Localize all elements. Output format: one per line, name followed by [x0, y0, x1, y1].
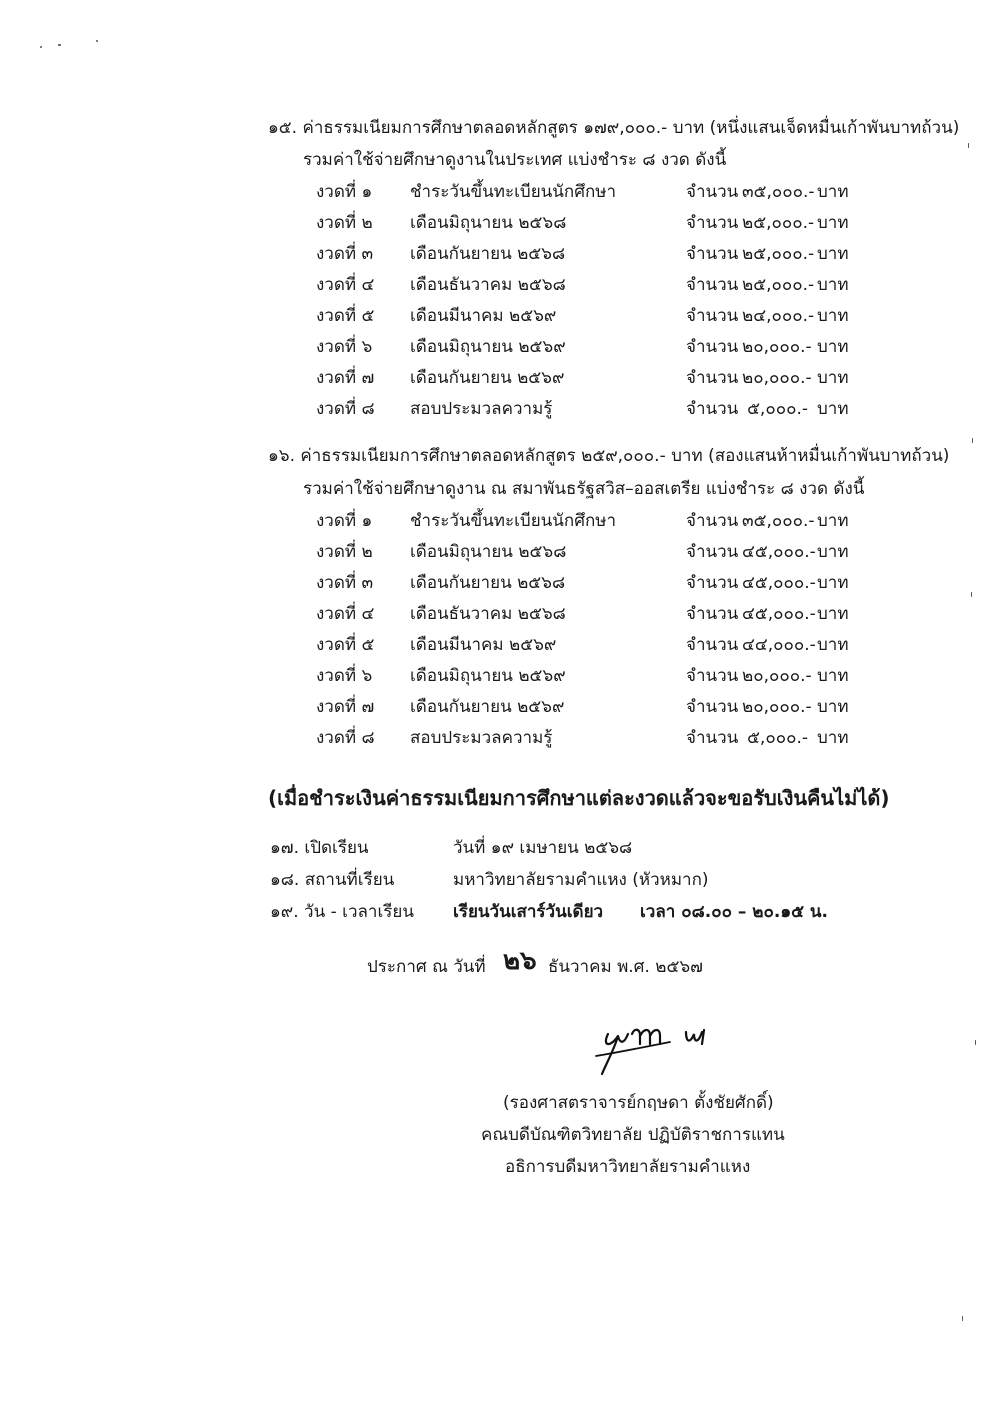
amount-word: จำนวน — [686, 337, 739, 357]
section-15-subheading: รวมค่าใช้จ่ายศึกษาดูงานในประเทศ แบ่งชำระ ๘ งวด ดังนี้ — [303, 150, 727, 170]
installment-label: งวดที่ ๗ — [316, 368, 375, 388]
installment-label: งวดที่ ๓ — [316, 573, 374, 593]
scan-speck — [968, 143, 969, 148]
installment-row — [0, 509, 1000, 540]
installment-label: งวดที่ ๔ — [316, 275, 375, 295]
installment-row — [0, 664, 1000, 695]
installment-amount: ๒๕,๐๐๐.- — [742, 244, 815, 264]
installment-row — [0, 540, 1000, 571]
installment-amount: ๓๕,๐๐๐.- — [742, 182, 815, 202]
info-label: ๑๘. สถานที่เรียน — [270, 870, 395, 890]
installment-amount: ๔๕,๐๐๐.- — [742, 604, 816, 624]
announcement-prefix: ประกาศ ณ วันที่ — [367, 957, 486, 977]
installment-description: เดือนธันวาคม ๒๕๖๘ — [410, 275, 566, 295]
section-16-subheading: รวมค่าใช้จ่ายศึกษาดูงาน ณ สมาพันธรัฐสวิส–ออสเตรีย แบ่งชำระ ๘ งวด ดังนี้ — [303, 479, 865, 499]
installment-label: งวดที่ ๘ — [316, 728, 375, 748]
currency-unit: บาท — [817, 244, 849, 264]
info-value: เรียนวันเสาร์วันเดียว — [453, 902, 604, 922]
installment-label: งวดที่ ๓ — [316, 244, 374, 264]
installment-label: งวดที่ ๕ — [316, 306, 375, 326]
amount-word: จำนวน — [686, 573, 739, 593]
installment-description: เดือนธันวาคม ๒๕๖๘ — [410, 604, 566, 624]
installment-row — [0, 397, 1000, 428]
amount-word: จำนวน — [686, 213, 739, 233]
currency-unit: บาท — [817, 635, 849, 655]
amount-word: จำนวน — [686, 306, 739, 326]
installment-label: งวดที่ ๖ — [316, 337, 373, 357]
installment-description: ชำระวันขึ้นทะเบียนนักศึกษา — [410, 182, 617, 202]
installment-row — [0, 571, 1000, 602]
currency-unit: บาท — [817, 573, 849, 593]
installment-amount: ๒๕,๐๐๐.- — [742, 275, 815, 295]
info-row-opening — [0, 836, 1000, 867]
signatory-name: (รองศาสตราจารย์กฤษดา ตั้งชัยศักดิ์) — [503, 1093, 774, 1113]
installment-row — [0, 695, 1000, 726]
amount-word: จำนวน — [686, 182, 739, 202]
installment-label: งวดที่ ๔ — [316, 604, 375, 624]
amount-word: จำนวน — [686, 728, 739, 748]
announcement-date — [0, 946, 1000, 986]
info-row-location — [0, 868, 1000, 899]
installment-amount: ๕,๐๐๐.- — [747, 399, 808, 419]
installment-row — [0, 633, 1000, 664]
installment-description: เดือนกันยายน ๒๕๖๙ — [410, 368, 565, 388]
installment-description: เดือนกันยายน ๒๕๖๙ — [410, 697, 565, 717]
info-label: ๑๙. วัน - เวลาเรียน — [270, 902, 415, 922]
amount-word: จำนวน — [686, 697, 739, 717]
installment-label: งวดที่ ๑ — [316, 511, 373, 531]
installment-amount: ๒๕,๐๐๐.- — [742, 213, 815, 233]
installment-description: เดือนมิถุนายน ๒๕๖๙ — [410, 337, 566, 357]
installment-amount: ๔๕,๐๐๐.- — [742, 573, 816, 593]
currency-unit: บาท — [817, 182, 849, 202]
amount-word: จำนวน — [686, 604, 739, 624]
amount-word: จำนวน — [686, 635, 739, 655]
scan-speck — [975, 1040, 976, 1045]
installment-label: งวดที่ ๒ — [316, 542, 373, 562]
installment-label: งวดที่ ๒ — [316, 213, 373, 233]
currency-unit: บาท — [817, 511, 849, 531]
announcement-suffix: ธันวาคม พ.ศ. ๒๕๖๗ — [548, 957, 703, 977]
currency-unit: บาท — [817, 666, 849, 686]
signatory-position: คณบดีบัณฑิตวิทยาลัย ปฏิบัติราชการแทน — [481, 1125, 785, 1145]
currency-unit: บาท — [817, 542, 849, 562]
installment-amount: ๔๕,๐๐๐.- — [742, 542, 816, 562]
installment-row — [0, 602, 1000, 633]
installment-description: เดือนมิถุนายน ๒๕๖๘ — [410, 542, 567, 562]
amount-word: จำนวน — [686, 511, 739, 531]
signatory-title: อธิการบดีมหาวิทยาลัยรามคำแหง — [505, 1157, 751, 1177]
currency-unit: บาท — [817, 213, 849, 233]
currency-unit: บาท — [817, 697, 849, 717]
installment-row — [0, 366, 1000, 397]
amount-word: จำนวน — [686, 244, 739, 264]
section-15-heading: ๑๕. ค่าธรรมเนียมการศึกษาตลอดหลักสูตร ๑๗๙,๐๐๐.- บาท (หนึ่งแสนเจ็ดหมื่นเก้าพันบาทถ้วน) — [268, 118, 960, 138]
installment-row — [0, 242, 1000, 273]
currency-unit: บาท — [817, 275, 849, 295]
info-value: มหาวิทยาลัยรามคำแหง (หัวหมาก) — [453, 870, 709, 890]
amount-word: จำนวน — [686, 275, 739, 295]
installment-row — [0, 211, 1000, 242]
installment-amount: ๒๐,๐๐๐.- — [742, 666, 812, 686]
amount-word: จำนวน — [686, 399, 739, 419]
installment-row — [0, 304, 1000, 335]
amount-word: จำนวน — [686, 666, 739, 686]
installment-description: เดือนกันยายน ๒๕๖๘ — [410, 573, 566, 593]
installment-description: สอบประมวลความรู้ — [410, 399, 553, 419]
installment-amount: ๓๕,๐๐๐.- — [742, 511, 815, 531]
installment-description: ชำระวันขึ้นทะเบียนนักศึกษา — [410, 511, 617, 531]
currency-unit: บาท — [817, 728, 849, 748]
scan-speck — [96, 40, 98, 42]
installment-description: เดือนมิถุนายน ๒๕๖๙ — [410, 666, 566, 686]
scan-speck — [962, 1316, 963, 1321]
installment-row — [0, 726, 1000, 757]
installment-amount: ๕,๐๐๐.- — [747, 728, 808, 748]
info-row-schedule — [0, 900, 1000, 931]
amount-word: จำนวน — [686, 542, 739, 562]
installment-label: งวดที่ ๕ — [316, 635, 375, 655]
installment-description: เดือนมิถุนายน ๒๕๖๘ — [410, 213, 567, 233]
announcement-day: ๒๖ — [503, 946, 537, 976]
currency-unit: บาท — [817, 604, 849, 624]
scan-speck — [40, 46, 42, 48]
installment-label: งวดที่ ๖ — [316, 666, 373, 686]
currency-unit: บาท — [817, 368, 849, 388]
installment-row — [0, 180, 1000, 211]
installment-description: เดือนมีนาคม ๒๕๖๙ — [410, 306, 557, 326]
info-extra: เวลา ๐๘.๐๐ – ๒๐.๑๕ น. — [640, 902, 828, 922]
installment-amount: ๒๐,๐๐๐.- — [742, 337, 812, 357]
installment-row — [0, 335, 1000, 366]
info-label: ๑๗. เปิดเรียน — [270, 838, 369, 858]
amount-word: จำนวน — [686, 368, 739, 388]
installment-amount: ๔๔,๐๐๐.- — [742, 635, 816, 655]
installment-label: งวดที่ ๗ — [316, 697, 375, 717]
installment-amount: ๒๐,๐๐๐.- — [742, 368, 812, 388]
section-16-heading: ๑๖. ค่าธรรมเนียมการศึกษาตลอดหลักสูตร ๒๕๙,๐๐๐.- บาท (สองแสนห้าหมื่นเก้าพันบาทถ้วน) — [268, 446, 950, 466]
installment-amount: ๒๔,๐๐๐.- — [742, 306, 815, 326]
refund-note: (เมื่อชำระเงินค่าธรรมเนียมการศึกษาแต่ละงวดแล้วจะขอรับเงินคืนไม่ได้) — [268, 786, 890, 810]
installment-label: งวดที่ ๑ — [316, 182, 373, 202]
scan-speck — [58, 44, 61, 46]
currency-unit: บาท — [817, 306, 849, 326]
signature-image — [590, 1012, 740, 1082]
installment-description: เดือนมีนาคม ๒๕๖๙ — [410, 635, 557, 655]
info-value: วันที่ ๑๙ เมษายน ๒๕๖๘ — [453, 838, 633, 858]
installment-description: เดือนกันยายน ๒๕๖๘ — [410, 244, 566, 264]
installment-amount: ๒๐,๐๐๐.- — [742, 697, 812, 717]
currency-unit: บาท — [817, 337, 849, 357]
installment-row — [0, 273, 1000, 304]
scan-speck — [972, 438, 973, 443]
installment-description: สอบประมวลความรู้ — [410, 728, 553, 748]
installment-label: งวดที่ ๘ — [316, 399, 375, 419]
currency-unit: บาท — [817, 399, 849, 419]
